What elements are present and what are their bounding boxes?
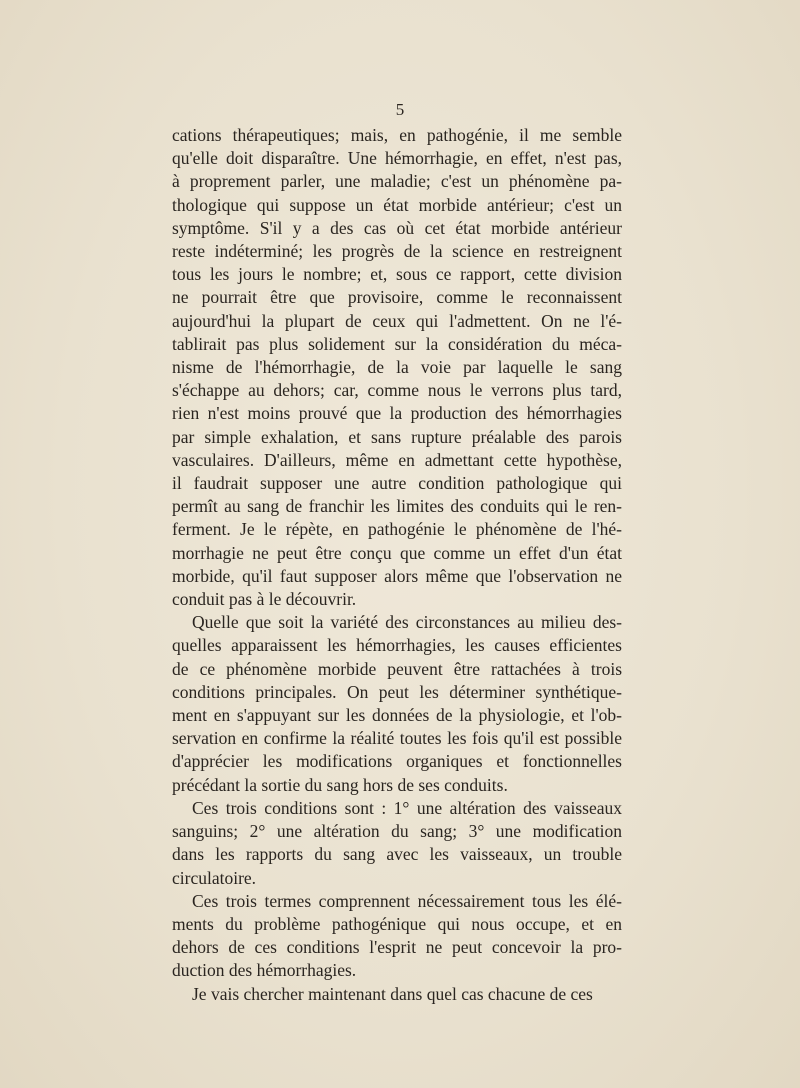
paragraph: [172, 890, 622, 983]
text-line: servation en confirme la réalité toutes les fois qu'il est possible: [172, 728, 622, 749]
text-line: ferment. Je le répète, en pathogénie le phénomène de l'hé-: [172, 519, 622, 540]
text-line: il faudrait supposer une autre condition pathologique qui: [172, 473, 622, 494]
text-line: précédant la sortie du sang hors de ses conduits.: [172, 774, 508, 795]
text-line: vasculaires. D'ailleurs, même en admettant cette hypothèse,: [172, 449, 622, 470]
paragraph: [172, 797, 622, 890]
text-line: ne pourrait être que provisoire, comme le reconnaissent: [172, 287, 622, 308]
text-line: conduit pas à le découvrir.: [172, 589, 357, 610]
text-line: ment en s'appuyant sur les données de la physiologie, et l'ob-: [172, 705, 622, 726]
text-line: duction des hémorrhagies.: [172, 960, 357, 981]
text-line: aujourd'hui la plupart de ceux qui l'admettent. On ne l'é-: [172, 310, 622, 331]
text-line: dans les rapports du sang avec les vaisseaux, un trouble: [172, 844, 622, 865]
text-line: reste indéterminé; les progrès de la science en restreignent: [172, 241, 622, 262]
text-line: tablirait pas plus solidement sur la considération du méca-: [172, 333, 622, 354]
text-line: cations thérapeutiques; mais, en pathogénie, il me semble: [172, 125, 622, 145]
text-line: rien n'est moins prouvé que la production des hémorrhagies: [172, 403, 622, 424]
text-line: d'apprécier les modifications organiques et fonctionnelles: [172, 751, 622, 772]
text-line: dehors de ces conditions l'esprit ne peut concevoir la pro-: [172, 937, 622, 958]
text-line: conditions principales. On peut les déterminer synthétique-: [172, 681, 622, 702]
text-line: ments du problème pathogénique qui nous occupe, et en: [172, 913, 622, 934]
text-line: permît au sang de franchir les limites des conduits qui le ren-: [172, 496, 622, 517]
text-line: sanguins; 2° une altération du sang; 3° une modification: [172, 821, 622, 842]
paragraph: [172, 611, 622, 797]
text-line: morbide, qu'il faut supposer alors même que l'observation ne: [172, 565, 622, 586]
paragraph: [172, 983, 622, 1006]
text-line: Je vais chercher maintenant dans quel cas chacune de ces: [192, 983, 593, 1004]
text-line: quelles apparaissent les hémorrhagies, les causes efficientes: [172, 635, 622, 656]
text-line: circulatoire.: [172, 867, 257, 888]
paragraph: [172, 124, 622, 611]
text-line: par simple exhalation, et sans rupture préalable des parois: [172, 426, 622, 447]
text-line: Quelle que soit la variété des circonstances au milieu des-: [192, 612, 622, 633]
text-line: tous les jours le nombre; et, sous ce rapport, cette division: [172, 264, 622, 285]
body-text: [172, 124, 622, 1006]
text-line: thologique qui suppose un état morbide antérieur; c'est un: [172, 194, 622, 215]
text-line: nisme de l'hémorrhagie, de la voie par laquelle le sang: [172, 357, 622, 378]
text-line: s'échappe au dehors; car, comme nous le verrons plus tard,: [172, 380, 622, 401]
text-line: à proprement parler, une maladie; c'est un phénomène pa-: [172, 171, 622, 192]
text-line: Ces trois conditions sont : 1° une altération des vaisseaux: [192, 797, 622, 818]
text-line: qu'elle doit disparaître. Une hémorrhagie, en effet, n'est pas,: [172, 148, 622, 169]
text-line: Ces trois termes comprennent nécessairement tous les élé-: [192, 890, 622, 911]
text-line: de ce phénomène morbide peuvent être rattachées à trois: [172, 658, 622, 679]
text-line: symptôme. S'il y a des cas où cet état morbide antérieur: [172, 217, 622, 238]
page-number: 5: [395, 100, 405, 119]
text-line: morrhagie ne peut être conçu que comme un effet d'un état: [172, 542, 622, 563]
